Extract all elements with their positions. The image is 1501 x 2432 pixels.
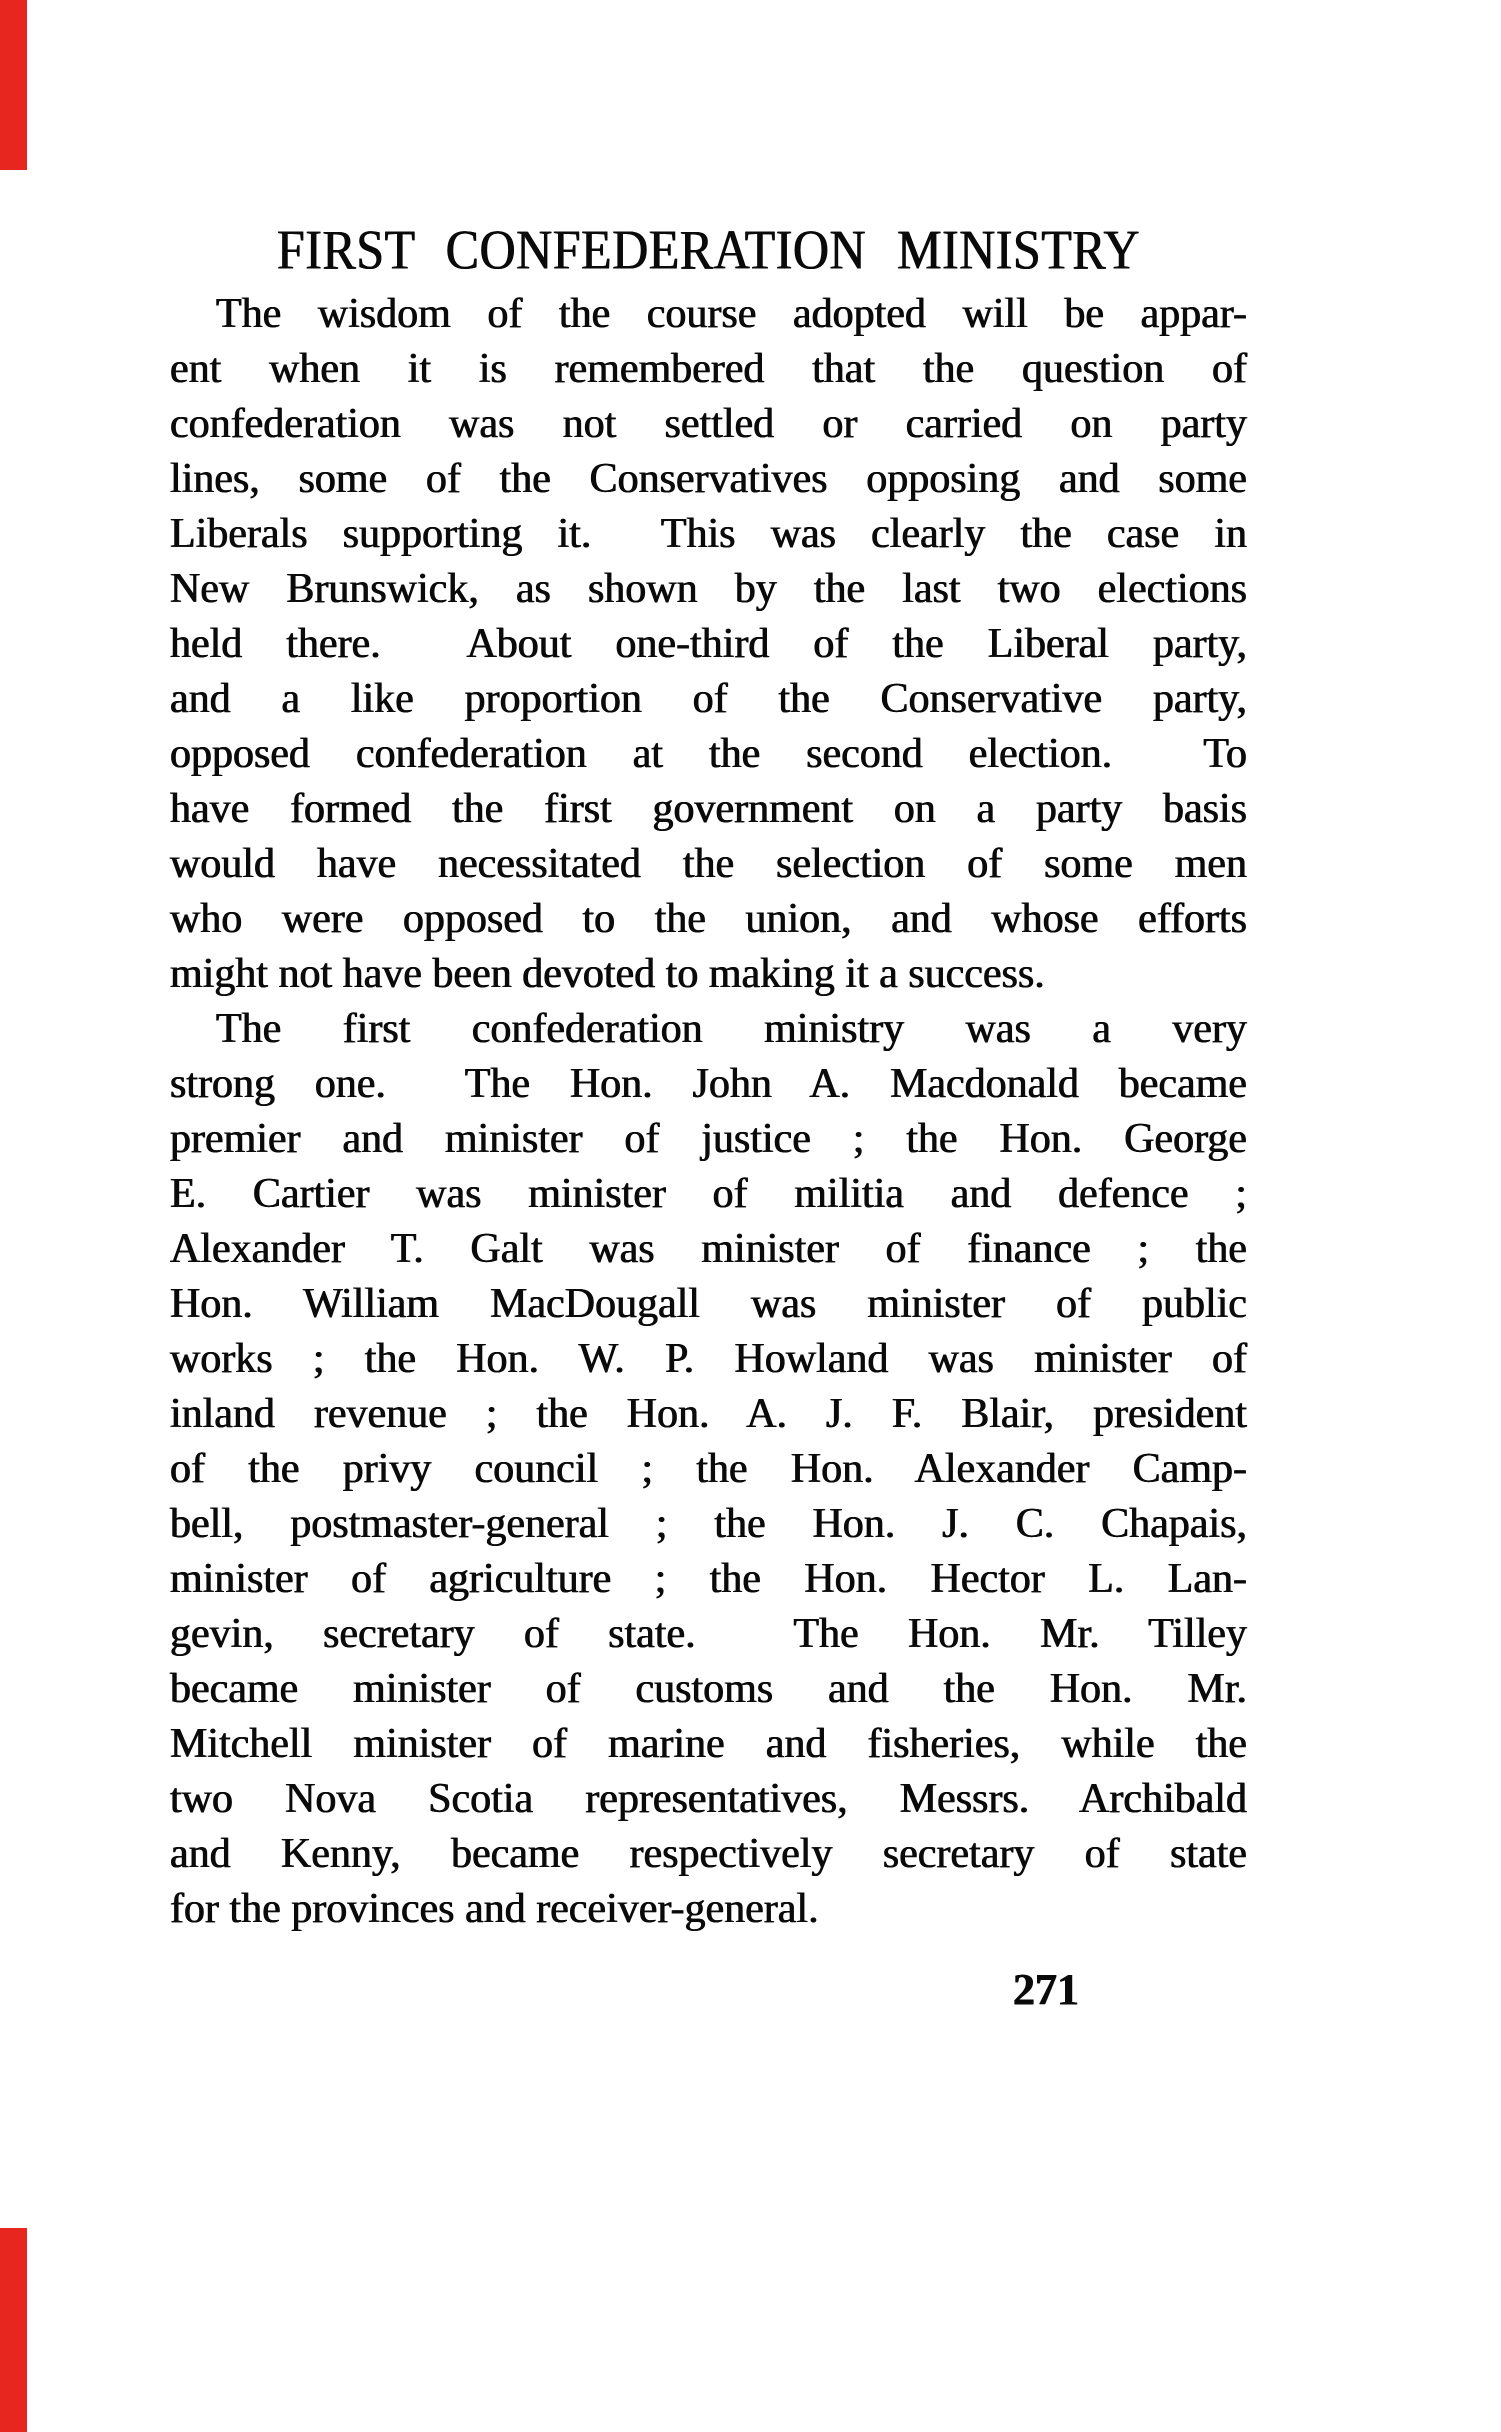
- text-line: The first confederation ministry was a very: [216, 1006, 1247, 1052]
- text-line: Alexander T. Galt was minister of finance ; the: [170, 1226, 1247, 1272]
- text-line: inland revenue ; the Hon. A. J. F. Blair, president: [170, 1391, 1247, 1437]
- paragraph: [170, 287, 1247, 1002]
- text-line: Hon. William MacDougall was minister of public: [170, 1281, 1247, 1327]
- text-line: lines, some of the Conservatives opposing and some: [170, 456, 1247, 502]
- text-line: Mitchell minister of marine and fisheries, while the: [170, 1721, 1247, 1767]
- text-line: works ; the Hon. W. P. Howland was minister of: [170, 1336, 1247, 1382]
- text-line: bell, postmaster-general ; the Hon. J. C. Chapais,: [170, 1501, 1247, 1547]
- text-line: have formed the first government on a party basis: [170, 786, 1247, 832]
- text-line: New Brunswick, as shown by the last two elections: [170, 566, 1247, 612]
- text-line: minister of agriculture ; the Hon. Hector L. Lan-: [170, 1556, 1247, 1602]
- text-line: Liberals supporting it. This was clearly the case in: [170, 511, 1247, 557]
- text-line: would have necessitated the selection of some men: [170, 841, 1247, 887]
- text-line: held there. About one-third of the Liberal party,: [170, 621, 1247, 667]
- page-number: 271: [1013, 1965, 1079, 2014]
- text-line: premier and minister of justice ; the Hon. George: [170, 1116, 1247, 1162]
- text-line: confederation was not settled or carried on party: [170, 401, 1247, 447]
- text-line: E. Cartier was minister of militia and defence ;: [170, 1171, 1247, 1217]
- text-line: opposed confederation at the second election. To: [170, 731, 1247, 777]
- text-line: and a like proportion of the Conservative party,: [170, 676, 1247, 722]
- page-title: FIRST CONFEDERATION MINISTRY: [276, 217, 1141, 281]
- red-margin-mark-top: [0, 0, 27, 170]
- text-line: gevin, secretary of state. The Hon. Mr. Tilley: [170, 1611, 1247, 1657]
- text-line: became minister of customs and the Hon. Mr.: [170, 1666, 1247, 1712]
- text-line: The wisdom of the course adopted will be appar-: [216, 291, 1247, 337]
- text-line: two Nova Scotia representatives, Messrs. Archibald: [170, 1776, 1247, 1822]
- paragraph: [170, 1002, 1247, 1937]
- text-line: ent when it is remembered that the question of: [170, 346, 1247, 392]
- text-line: might not have been devoted to making it a success.: [170, 951, 1045, 997]
- text-line: who were opposed to the union, and whose efforts: [170, 896, 1247, 942]
- text-line: strong one. The Hon. John A. Macdonald became: [170, 1061, 1247, 1107]
- text-line: of the privy council ; the Hon. Alexander Camp-: [170, 1446, 1247, 1492]
- page-body: [170, 287, 1247, 1937]
- text-line: for the provinces and receiver-general.: [170, 1886, 819, 1932]
- text-line: and Kenny, became respectively secretary of state: [170, 1831, 1247, 1877]
- red-margin-mark-bottom: [0, 2228, 27, 2432]
